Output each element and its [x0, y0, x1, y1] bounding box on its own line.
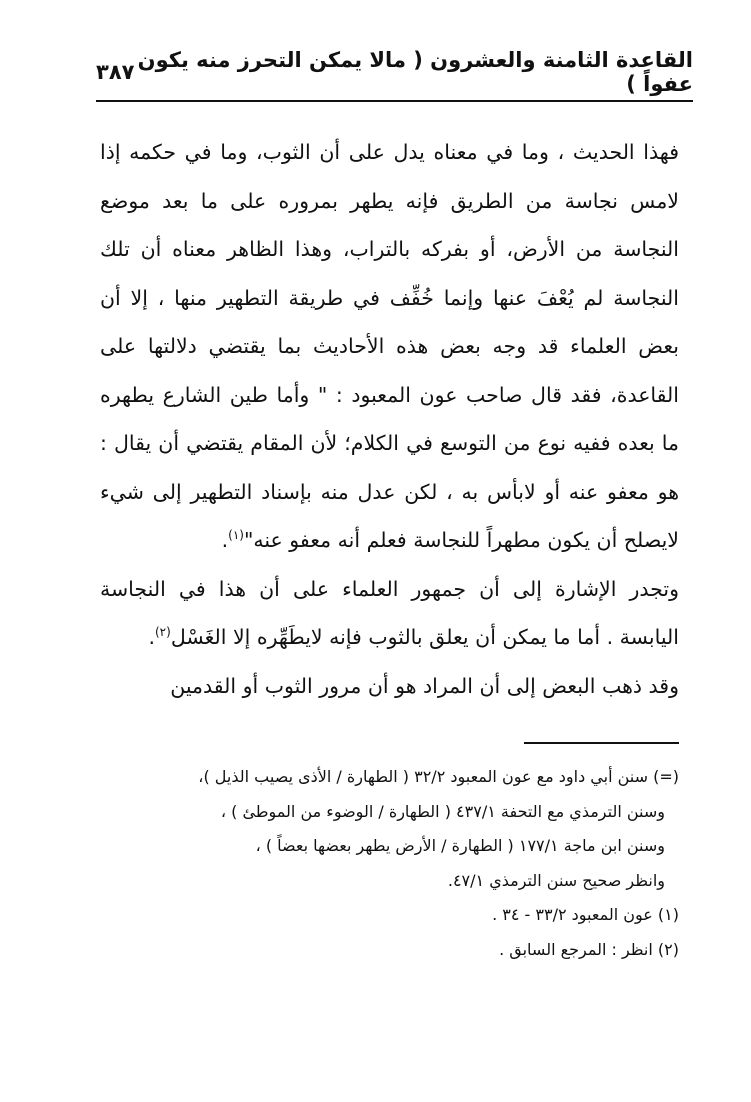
paragraph-text: وتجدر الإشارة إلى أن جمهور العلماء على أن هذا في النجاسة اليابسة . أما ما يمكن أن يعلق بالثوب فإنه لايطَهِّره إلا الغَسْل [100, 576, 679, 649]
paragraph: وقد ذهب البعض إلى أن المراد هو أن مرور الثوب أو القدمين [170, 673, 679, 698]
footnote-line: (٢) انظر : المرجع السابق . [499, 939, 679, 959]
footnote-line: (=) سنن أبي داود مع عون المعبود ٣٢/٢ ( الطهارة / الأذى يصيب الذيل )، [198, 767, 679, 786]
paragraph [100, 128, 679, 565]
chapter-title: القاعدة الثامنة والعشرون ( مالا يمكن التحرز منه يكون عفواً ) [137, 48, 693, 96]
end-mark: . [148, 625, 155, 649]
footnote-divider [524, 742, 679, 744]
main-text [100, 128, 679, 710]
footnote-ref: (٢) [154, 625, 171, 640]
footnote-line: وانظر صحيح سنن الترمذي ٤٧/١. [447, 870, 665, 890]
footnotes [100, 760, 679, 967]
paragraph [100, 565, 679, 662]
end-mark: . [221, 528, 229, 552]
footnote-line: (١) عون المعبود ٣٣/٢ - ٣٤ . [492, 905, 679, 924]
paragraph-text: فهذا الحديث ، وما في معناه يدل على أن الثوب، وما في حكمه إذا لامس نجاسة من الطريق فإنه يطهر بمروره على ما بعد موضع النجاسة من الأرض، أو بفركه بالتراب، وهذا الظاهر معناه أن تلك النجاسة لم يُعْفَ عنها وإنما خُفِّف في طريقة التطهير منها ، إلا أن بعض العلماء قد وجه بعض هذه الأحاديث بما يقتضي دلالتها على القاعدة، فقد قال صاحب عون المعبود : " وأما طين الشارع يطهره ما بعده ففيه نوع من التوسع في الكلام؛ لأن المقام يقتضي أن يقال : هو معفو عنه أو لابأس به ، لكن عدل منه بإسناد التطهير إلى شيء لايصلح أن يكون مطهراً للنجاسة فعلم أنه معفو عنه" [100, 140, 679, 552]
footnote-ref: (١) [228, 528, 244, 543]
page-number: ٣٨٧ [96, 60, 135, 84]
footnote-line: وسنن الترمذي مع التحفة ٤٣٧/١ ( الطهارة / الوضوء من الموطئ ) ، [220, 801, 665, 821]
header-divider [96, 100, 693, 102]
footnote-line: وسنن ابن ماجة ١٧٧/١ ( الطهارة / الأرض يطهر بعضها بعضاً ) ، [255, 836, 665, 855]
running-header [96, 50, 693, 94]
